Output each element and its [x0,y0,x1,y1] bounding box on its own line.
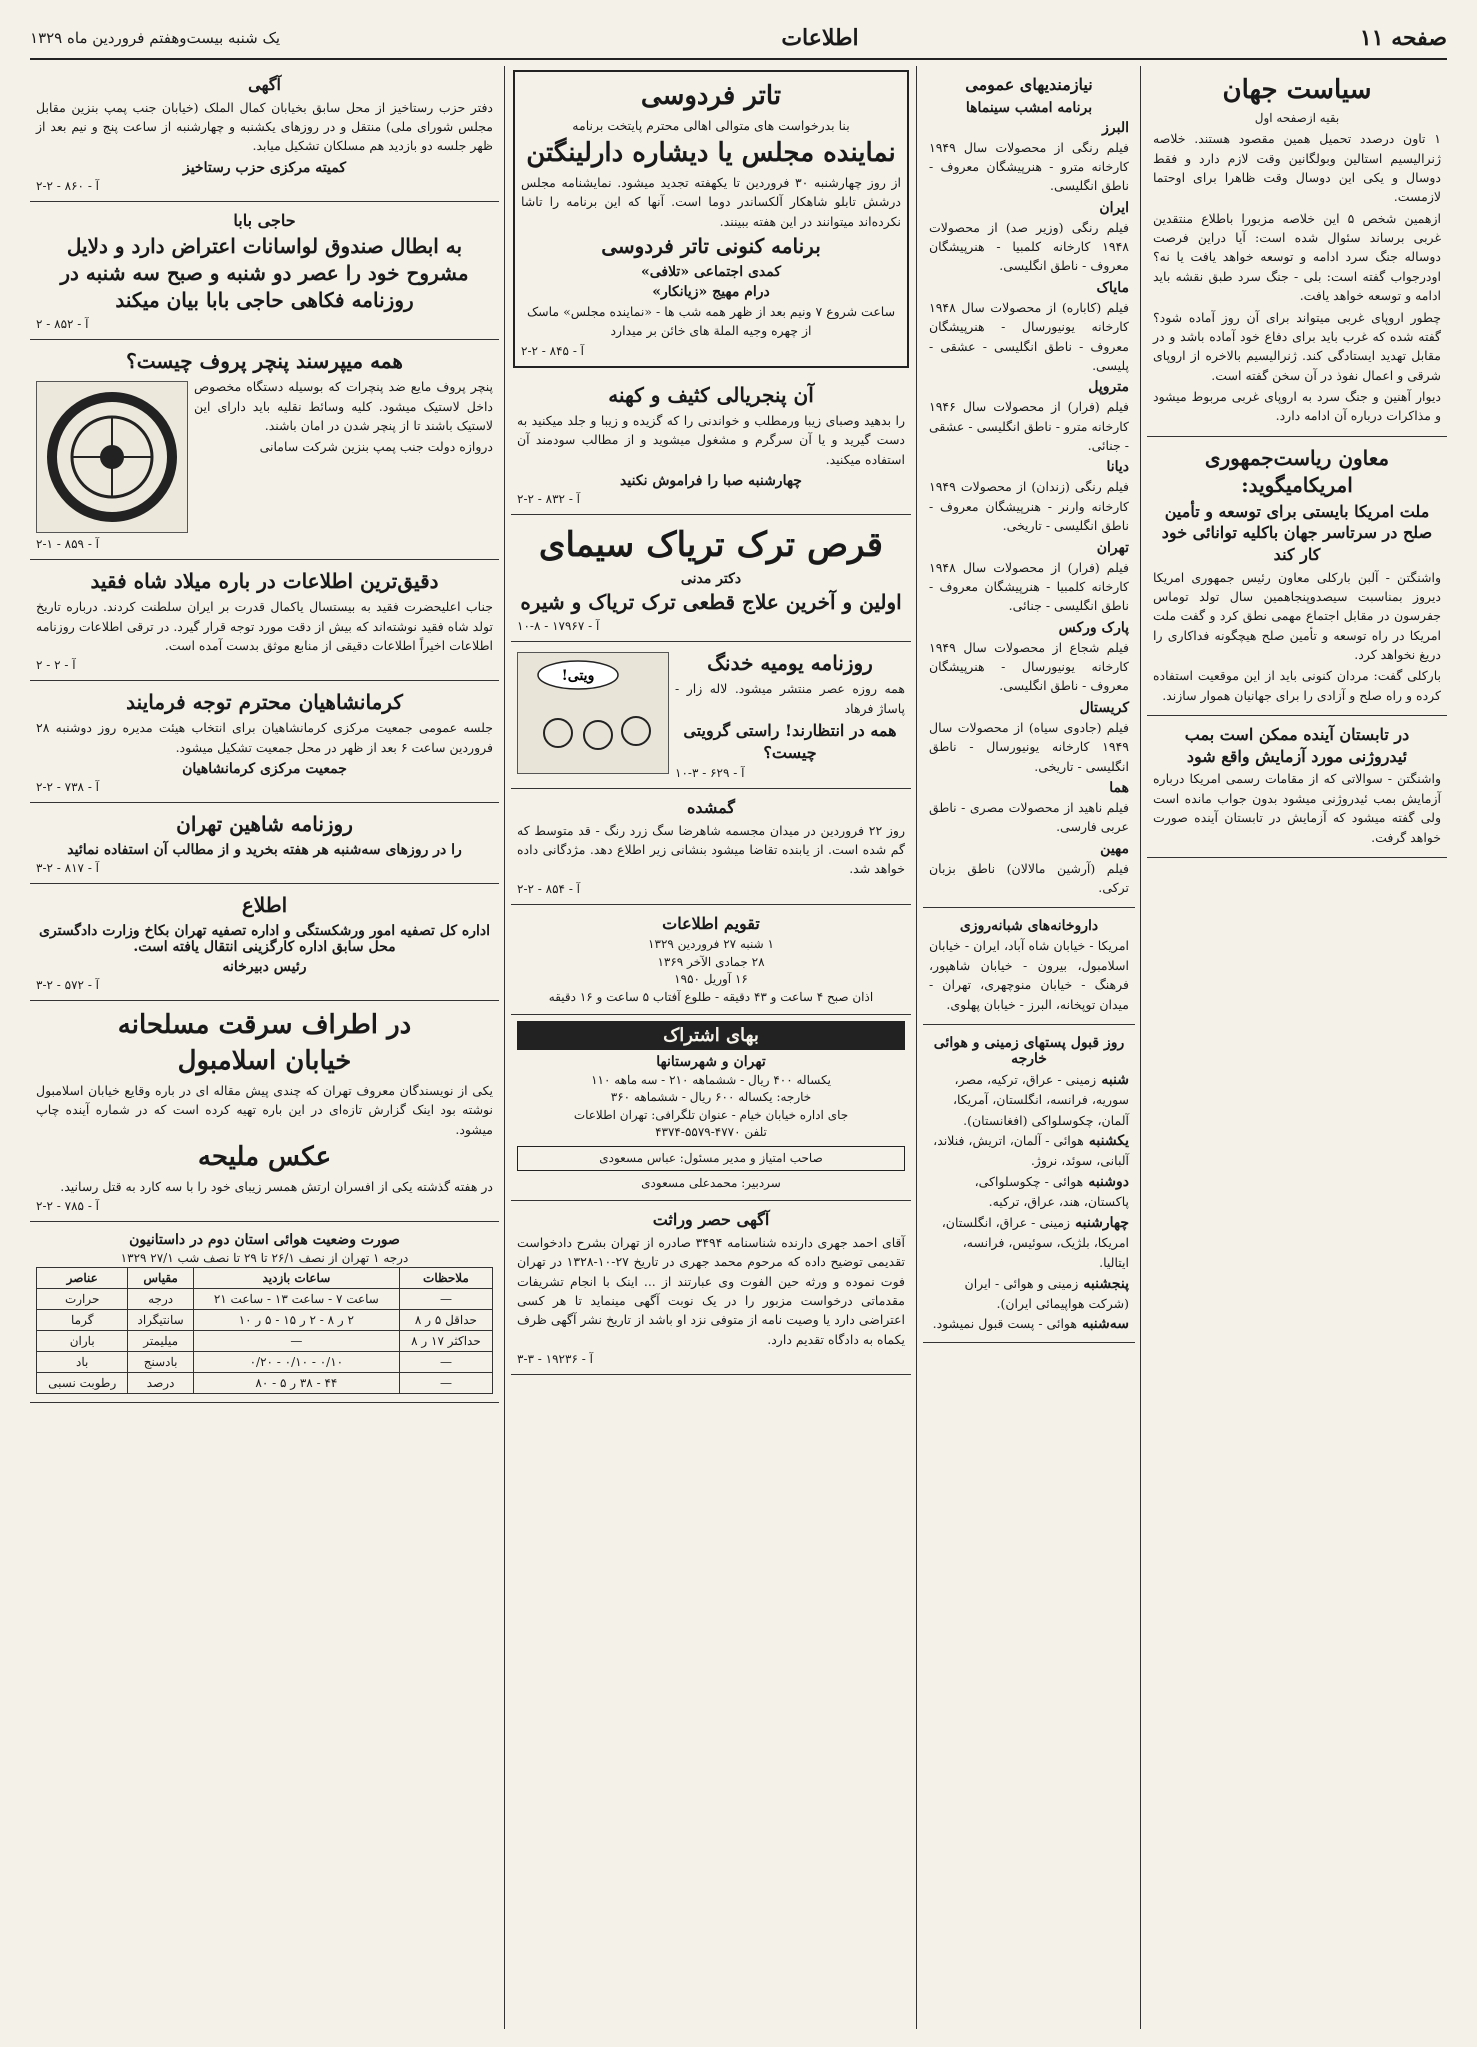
cinema-title: برنامه امشب سینماها [965,99,1093,116]
calendar [511,905,911,1015]
post-title: روز قبول پستهای زمینی و هوائی خارجه [933,1034,1125,1067]
cinema-text: فیلم (فرار) از محصولات سال ۱۹۴۸ کارخانه کلمبیا - هنرپیشگان معروف - ناطق انگلیسی - جنائی. [929,559,1129,614]
ad-code: آ - ۷۸۵ - ۲-۲ [36,1199,100,1214]
cinema-item [929,280,1129,376]
ad-body: پنچر پروف مایع ضد پنچرات که بوسیله دستگاه مخصوص داخل لاستیک میشود. کلیه وسائط نقلیه باید دارای این لاستیک باشند تا از پنچر شدن در امان باشند. [194,379,493,434]
ad-body: از روز چهارشنبه ۳۰ فروردین تا یکهفته تجدید میشود. نمایشنامه مجلس درشش تابلو شاهکار آلکساندر دوما است. آنها که این برنامه را تاشا نکرده‌اند میتوانند در این هفته ببینند. [521,174,902,229]
ad-ferdowsi-theater [513,70,909,368]
notice-body: آقای احمد جهری دارنده شناسنامه ۳۴۹۴ صادره از تهران بشرح دادخواست تقدیمی توضیح داده که مرحوم محمد جهری در تاریخ ۲۷-۱۰-۱۳۲۸ در تهران فوت نموده و ورثه حین الفوت وی عبارتند از ... اینک با انجام تشریفات مقدماتی درخواست مزبور را در یک نوبت آگهی مینماید تا هر کسی اعتراضی دارد یا وصیت نامه از متوفی نزد او باشد از تاریخ نشر آگهی ظرف یکماه به دادگاه تقدیم دارد. [517,1234,905,1347]
ad-code: آ - ۵۷۲ - ۲-۳ [36,978,100,993]
photo-title: عکس ملیحه [197,1141,332,1172]
article-title: دقیق‌ترین اطلاعات در باره میلاد شاه فقید [90,569,439,594]
address: جای اداره خیابان خیام - عنوان تلگرافی: تهران اطلاعات [573,1107,849,1122]
ad-shahin [30,803,499,884]
paragraph: واشنگتن - سوالاتی که از مقامات رسمی امریکا درباره آزمایش بمب ئیدروژنی میشود بدون جواب مانده است ولی گفته میشود که آزمایش در تابستان آینده صورت خواهد گرفت. [1153,771,1441,845]
ad-code: آ - ۸۵۲ - ۲ [36,317,89,332]
ad-teaser: همه در انتظارند! راستی گرویتی چیست؟ [683,720,897,762]
ad-sign: رئیس دبیرخانه [222,959,307,976]
cinema-item [929,540,1129,616]
article-title: سیاست جهان [1222,75,1372,105]
cinema-text: فیلم (آرشین مالالان) ناطق بزبان ترکی. [929,860,1129,896]
ad-intro: بنا بدرخواست های متوالی اهالی محترم پایتخت برنامه [572,117,850,133]
table-cell: باد [37,1352,128,1373]
article-title: در تابستان آینده ممکن است بمب ئیدروژنی مورد آزمایش واقع شود [1184,725,1410,766]
ad-khadang [511,642,911,789]
current-program-title: برنامه کنونی تاتر فردوسی [601,234,821,259]
post-day-name: یکشنبه [1088,1133,1129,1150]
cinema-text: فیلم (فرار) از محصولات سال ۱۹۴۶ کارخانه مترو - ناطق انگلیسی - عشقی - جنائی. [929,399,1129,454]
calendar-azan: اذان صبح ۴ ساعت و ۴۳ دقیقه - طلوع آفتاب ۵ ساعت و ۱۶ دقیقه [548,989,874,1004]
weather-subtitle: درجه ۱ تهران از نصف ۲۶/۱ تا ۲۹ تا نصف شب ۲۷/۱ ۱۳۲۹ [120,1251,409,1266]
newspaper-page [30,18,1447,2029]
article-title: در اطراف سرقت مسلحانه [117,1010,412,1041]
cinema-item [929,841,1129,898]
table-cell: — [193,1331,399,1352]
post-day-name: چهارشنبه [1075,1214,1129,1231]
table-header-row [37,1268,493,1289]
lost-title: گمشده [687,798,735,818]
cinema-name: ایران [1099,199,1129,216]
column-world-politics [1147,66,1447,2029]
paragraph: ازهمین شخص ۵ این خلاصه مزبورا باطلاع منتقدین غربی برساند سئوال شده است: آیا دراین فرصت دوساله جنگ سرد ادامه و توسعه خواهد یافت یا نه؟ اودرجواب گفته است: بلی - جنگ سرد طبق نقشه باید ادامه و توسعه خواهد یافت. [1153,210,1441,304]
subscription-row: یکساله ۴۰۰ ریال - ششماهه ۲۱۰ - سه ماهه ۱۱۰ [591,1072,831,1087]
editor-line: صاحب امتیاز و مدیر مسئول: عباس مسعودی [517,1146,905,1171]
cinema-name: متروپل [1088,379,1129,396]
cinema-text: فیلم شجاع از محصولات سال ۱۹۴۹ کارخانه یونیورسال - هنرپیشگان معروف - ناطق انگلیسی. [929,639,1129,694]
ad-code: آ - ۸۶۰ - ۲-۲ [36,178,100,193]
table-cell: ۲ ر ۸ - ۲ ر ۱۵ - ۵ ر ۱۰ [193,1310,399,1331]
ad-title: کرمانشاهیان محترم توجه فرمایند [126,690,403,715]
table-cell: باران [37,1331,128,1352]
ad-body: جلسه عمومی جمعیت مرکزی کرمانشاهیان برای انتخاب هیئت مدیره روز دوشنبه ۲۸ فروردین ساعت ۶ بعد از ظهر در محل جمعیت تشکیل میشود. [36,720,493,755]
notice-title: آگهی حصر وراثت [652,1210,770,1230]
cinema-item [929,200,1129,276]
ad-sign: کمیته مرکزی حزب رستاخیز [182,159,347,176]
cinema-text: فیلم (جادوی سیاه) از محصولات سال ۱۹۴۹ کارخانه یونیورسال - ناطق انگلیسی - تاریخی. [929,719,1129,774]
play-name: نماینده مجلس یا دیشاره دارلینگتن [526,138,896,169]
weather-table [36,1267,493,1394]
cinema-name: مهین [1100,840,1129,857]
post-day-text: هوائی - پست قبول نمیشود. [932,1316,1077,1332]
ad-code: آ - ۸۳۲ - ۲-۲ [517,491,581,506]
ad-title: تاتر فردوسی [640,81,782,111]
cinema-item [929,459,1129,535]
post-day-name: دوشنبه [1088,1173,1129,1190]
post-day [929,1130,1129,1171]
ad-body: اداره کل تصفیه امور ورشکستگی و اداره تصفیه تهران بکاخ وزارت دادگستری محل سابق اداره کارگزینی انتقال یافته است. [39,923,490,956]
table-cell: گرما [37,1310,128,1331]
post-day [929,1069,1129,1130]
cinema-item [929,780,1129,837]
table-header: مقیاس [128,1268,193,1289]
ad-opium-pills [511,515,911,642]
table-cell: رطوبت نسبی [37,1373,128,1394]
ad-kermanshah [30,681,499,803]
post-day [929,1273,1129,1314]
post-day-text: زمینی - عراق، انگلستان، امریکا، بلژیک، سوئیس، فرانسه، ایتالیا. [941,1214,1129,1271]
paragraph: واشنگتن - آلبن بارکلی معاون رئیس جمهوری امریکا دیروز بمناسبت سیصدوپنجاهمین سال تولد توماس جفرسون در مقابل اجتماع مهمی نطق کرد و گفت ملت امریکا در راه توسعه و تأمین صلح هیچگونه فداکاری را دریغ نخواهد کرد. [1153,569,1441,663]
ad-code: آ - ۱۷۹۶۷ - ۸-۱۰ [517,619,600,634]
page-number: صفحه ۱۱ [1359,25,1447,51]
cinema-listings [923,66,1135,908]
article-title: معاون ریاست‌جمهوری امریکامیگوید: [1204,445,1390,497]
cinema-item [929,620,1129,696]
table-cell: بادسنج [128,1352,193,1373]
ad-body: را در روزهای سه‌شنبه هر هفته بخرید و از مطالب آن استفاده نمائید [67,842,462,859]
ad-code: آ - ۶۲۹ - ۳-۱۰ [675,766,745,781]
ad-puncture-proof [30,340,499,560]
tire-icon [36,381,188,533]
cinema-text: فیلم‌ رنگی از محصولات سال ۱۹۴۹ کارخانه مترو - هنرپیشگان معروف - ناطق انگلیسی. [929,139,1129,194]
table-row [37,1352,493,1373]
subscription-subtitle: تهران و شهرستانها [656,1053,766,1070]
section-title: نیازمندیهای عمومی [965,75,1093,94]
article-title-2: خیابان اسلامبول [177,1045,352,1076]
masthead [30,18,1447,60]
calendar-row: ۱۶ آوریل ۱۹۵۰ [674,972,748,987]
lost-notice [511,789,911,905]
table-cell: سانتیگراد [128,1310,193,1331]
comic-illustration [517,652,669,774]
article-armed-robbery [30,1001,499,1222]
table-cell: ساعت ۷ - ساعت ۱۳ - ساعت ۲۱ [193,1289,399,1310]
subscription-row: خارجه: یکساله ۶۰۰ ریال - ششماهه ۳۶۰ [610,1090,812,1105]
article-body: یکی از نویسندگان معروف تهران که چندی پیش مقاله ای در باره وقایع خیابان اسلامبول نوشته بود اینک گزارش تازه‌ای در این باره تهیه کرده است که در شماره آینده چاپ میشود. [36,1082,493,1137]
ad-body: دفتر حزب رستاخیز از محل سابق بخیابان کمال الملک (خیابان جنب پمپ بنزین مقابل مجلس شورای ملی) منتقل و در روزهای یکشنبه و چهارشنبه از ساعت پنج و نیم بعد از ظهر جلسه دو بازدید هم مسلکان تشکیل میابد. [36,99,493,154]
column-rule [916,66,917,2029]
ad-footer: ساعت شروع ۷ ونیم بعد از ظهر همه شب ها - «نماینده مجلس» ماسک از چهره وجیه الملة های خائن بر میدارد [526,304,896,339]
table-row [37,1310,493,1331]
article-hydrogen-bomb [1147,716,1447,858]
table-cell: حرارت [37,1289,128,1310]
cinema-name: هما [1109,779,1129,796]
cinema-name: مایاک [1096,279,1129,296]
paragraph: ۱ تاون درصدد تحمیل همین مقصود هستند. خلاصه ژنرالیسیم استالین وبولگانین وقت لازم دارد و فقط دوسال و یکی این دوسال وقت ظاهرا برای اوحتما لازمست. [1153,131,1441,205]
cinema-item [929,379,1129,455]
weather-report [30,1222,499,1403]
ad-address: دروازه دولت جنب پمپ بنزین شرکت سامانی [259,439,493,455]
article-birthday [30,560,499,681]
comedy-title: کمدی اجتماعی «تلافی» [640,264,782,281]
ad-body: را بدهید وصبای زیبا ورمطلب و خواندنی را که گزیده و زیبا و جلد میکنید به دست گیرید و یا آن سرگرم و مشغول میشوید و از مطالب سودمند آن استفاده میکنید. [517,412,905,467]
post-day-name: شنبه [1101,1071,1129,1088]
table-header: ساعات بازدید [193,1268,399,1289]
paragraph: چطور اروپای غربی میتواند برای آن روز آماده شود؟ گفته شده که غرب باید برای دفاع خود آماده باشد و در مقابل تهدید ایستادگی کند. ژنرالیسیم بالاخره از اروپای شرقی و اعمال نفوذ در آن سخن گفته است. [1153,309,1441,383]
calendar-row: ۲۸ جمادی الآخر ۱۳۶۹ [657,954,765,969]
weather-title: صورت وضعیت هوائی استان دوم در داستانیون [129,1232,400,1249]
column-ads-left [30,66,499,2029]
post-day [929,1212,1129,1273]
ad-title: همه میپرسند پنچر پروف چیست؟ [126,349,403,374]
pharmacy-title: داروخانه‌های شبانه‌روزی [959,918,1099,935]
cinema-item [929,120,1129,196]
ad-code: آ - ۸۵۹ - ۱-۲ [36,537,100,552]
ad-code: آ - ۸۵۴ - ۲-۲ [517,881,581,896]
ad-title: قرص ترک تریاک سیمای [538,524,884,565]
cinema-name: البرز [1102,119,1129,136]
article-world-politics [1147,66,1447,437]
table-cell: — [399,1352,492,1373]
post-day-text: هوائی - آلمان، اتریش، فنلاند، آلبانی، سوئد، نروژ. [933,1133,1129,1169]
chief-editor: سردبیر: محمدعلی مسعودی [641,1175,781,1190]
ad-title: آن پنجریالی کثیف و کهنه [608,382,814,407]
ad-body: همه روزه عصر منتشر میشود. لاله زار - پاساژ فرهاد [675,681,905,716]
article-vice-president [1147,437,1447,716]
table-row [37,1331,493,1352]
phone: تلفن ۴۷۷۰-۵۵۷۹-۴۳۷۴ [655,1125,767,1140]
table-row [37,1289,493,1310]
ad-code: آ - ۱۹۲۳۶ - ۳-۳ [517,1352,593,1367]
subscription-box [511,1015,911,1201]
table-cell: ۴۴ - ۳۸ ر ۵ - ۸۰ [193,1373,399,1394]
cinema-text: فیلم رنگی (زندان) از محصولات ۱۹۴۹ کارخانه وارنر - هنرپیشگان معروف - ناطق انگلیسی - تاریخی. [929,479,1129,534]
column-rule [504,66,505,2029]
ad-sign: جمعیت مرکزی کرمانشاهیان [182,761,347,778]
issue-date: یک شنبه بیست‌وهفتم فروردین ماه ۱۳۲۹ [30,29,281,47]
post-day-name: سه‌شنبه [1082,1316,1129,1333]
comic-bubble: ویتی! [561,668,595,685]
table-header: ملاحظات [399,1268,492,1289]
ad-title: روزنامه شاهین تهران [176,812,353,837]
column-public-notices [923,66,1135,2029]
ad-code: آ - ۸۴۵ - ۲-۲ [521,343,585,358]
post-day [929,1171,1129,1212]
cinema-text: فیلم ناهید از محصولات مصری - ناطق عربی فارسی. [929,799,1129,835]
ad-notice [30,884,499,1001]
table-cell: — [399,1373,492,1394]
post-day-text: زمینی - عراق، ترکیه، مصر، سوریه، فرانسه، انگلستان، آمریکا، آلمان، چکوسلواکی (افغانستان). [952,1071,1129,1128]
ad-tagline: اولین و آخرین علاج قطعی ترک تریاک و شیره [520,590,902,615]
ad-body: به ابطال صندوق لواسانات اعتراض دارد و دلایل مشروح خود را عصر دو شنبه و صبح سه شنبه در روزنامه فکاهی حاجی بابا بیان میکند [60,234,469,313]
drama-title: درام مهیج «زیانکار» [652,284,770,301]
ad-title: اطلاع [241,893,288,918]
inheritance-notice [511,1201,911,1375]
pharmacy-list: امریکا - خیابان شاه آباد، ایران - خیابان اسلامبول، بیرون - خیابان شاهپور، فرهنگ - خیابان منوچهری، تهران - میدان توپخانه، البرز - خیابان پهلوی. [929,938,1129,1012]
cinema-text: فیلم رنگی (وزیر صد) از محصولات ۱۹۴۸ کارخانه کلمبیا - هنرپیشگان معروف - ناطق انگلیسی. [929,219,1129,274]
table-cell: حداقل ۵ ر ۸ [399,1310,492,1331]
ad-doctor: دکتر مدنی [680,571,742,588]
post-schedule [923,1025,1135,1343]
cinema-name: پارک ورکس [1058,619,1129,636]
ad-haji-baba [30,202,499,341]
cinema-name: تهران [1096,539,1129,556]
table-cell: میلیمتر [128,1331,193,1352]
table-cell: درجه [128,1289,193,1310]
paper-name: اطلاعات [781,25,859,51]
table-row [37,1373,493,1394]
table-header: عناصر [37,1268,128,1289]
cinema-name: کریستال [1079,699,1129,716]
cinema-name: دیانا [1106,459,1129,476]
table-cell: درصد [128,1373,193,1394]
photo-body: در هفته گذشته یکی از افسران ارتش همسر زیبای خود را با سه کارد به قتل رسانید. [60,1178,493,1194]
cinema-text: فیلم (کاباره) از محصولات سال ۱۹۴۸ کارخانه یونیورسال - هنرپیشگان معروف - ناطق انگلیسی - عشقی - پلیسی. [929,299,1129,373]
post-day [929,1313,1129,1333]
lost-body: روز ۲۲ فروردین در میدان مجسمه شاهرضا سگ زرد رنگ - قد متوسط که گم شده است. از یابنده تقاضا میشود بنشانی زیر اطلاع دهد. مژدگانی داده خواهد شد. [517,822,905,877]
pharmacies [923,908,1135,1025]
ad-code: آ - ۸۱۷ - ۲-۳ [36,861,100,876]
paragraph: دیوار آهنین و جنگ سرد به اروپای غربی مربوط میشود و مذاکرات درباره آن ادامه دارد. [1153,389,1441,424]
ad-code: آ - ۲ - ۲ [36,658,76,673]
post-day-name: پنجشنبه [1083,1275,1129,1292]
calendar-row: ۱ شنبه ۲۷ فروردین ۱۳۲۹ [648,937,774,952]
table-cell: حداکثر ۱۷ ر ۸ [399,1331,492,1352]
ad-party [30,66,499,202]
post-day-text: هوائی - چکوسلواکی، پاکستان، هند، عراق، ترکیه. [974,1173,1129,1210]
article-subtitle: ملت امریکا بایستی برای توسعه و تأمین صلح در سرتاسر جهان باکلیه توانائی خود کار کند [1161,501,1433,564]
column-rule [1140,66,1141,2029]
ad-title: حاجی بابا [233,210,296,230]
article-body: جناب اعلیحضرت فقید به بیستسال یاکمال قدرت بر ایران سلطنت کردند. درباره تاریخ تولد شاه فقید نوشته‌اند که بیش از دقت مورد توجه قرار گیرد. در ترقی اطلاعات روزنامه اطلاعات اخیراً اطلاعات دقیقی از منابع موثق بدست آمده است. [36,599,493,654]
ad-five-rial [511,374,911,515]
post-day-text: زمینی و هوائی - ایران (شرکت هواپیمائی ایران). [964,1275,1129,1312]
subscription-title: بهای اشتراک [517,1021,905,1050]
calendar-title: تقویم اطلاعات [662,913,760,933]
cinema-item [929,700,1129,776]
continued-note: بقیه ازصفحه اول [1254,110,1340,125]
table-cell: ۰/۱۰ - ۰/۱۰ - ۰/۲۰ [193,1352,399,1373]
paragraph: بارکلی گفت: مردان کنونی باید از این موقعیت استفاده کرده و راه صلح و آزادی را برای جهانیان هموار سازند. [1153,668,1441,703]
ad-code: آ - ۷۳۸ - ۲-۲ [36,780,100,795]
ad-title: روزنامه یومیه خدنگ [707,651,873,676]
ad-title: آگهی [248,75,281,94]
table-cell: — [399,1289,492,1310]
column-ads-center [511,66,911,2029]
ad-footer: چهارشنبه صبا را فراموش نکنید [620,472,802,489]
